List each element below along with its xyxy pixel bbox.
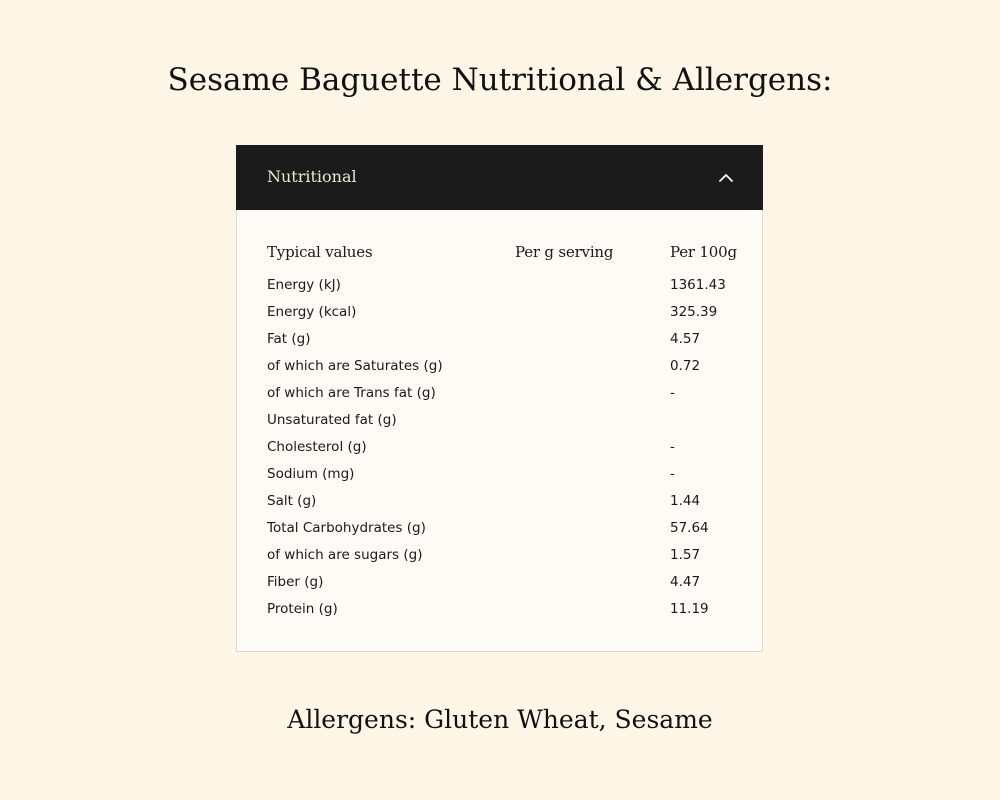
table-row xyxy=(267,568,741,595)
per-100g-value: 4.47 xyxy=(670,573,701,590)
nutrient-name: of which are Trans fat (g) xyxy=(267,384,436,401)
accordion-title: Nutritional xyxy=(267,167,357,186)
per-serving-value xyxy=(515,406,670,433)
per-100g-value: 1361.43 xyxy=(670,276,726,293)
per-serving-value xyxy=(515,271,670,298)
nutrient-name: Total Carbohydrates (g) xyxy=(267,519,426,536)
table-row xyxy=(267,406,741,433)
table-row xyxy=(267,352,741,379)
per-100g-value: 1.44 xyxy=(670,492,701,509)
table-row xyxy=(267,271,741,298)
per-100g-value: - xyxy=(670,465,675,482)
per-100g-value: 4.57 xyxy=(670,330,701,347)
per-serving-value xyxy=(515,433,670,460)
nutrient-name: Protein (g) xyxy=(267,600,338,617)
table-row xyxy=(267,460,741,487)
nutrition-rows xyxy=(267,271,741,622)
per-100g-value: 325.39 xyxy=(670,303,718,320)
per-100g-value: 1.57 xyxy=(670,546,701,563)
nutritional-panel xyxy=(236,145,763,652)
nutrient-name: Sodium (mg) xyxy=(267,465,355,482)
per-serving-value xyxy=(515,298,670,325)
table-row xyxy=(267,433,741,460)
allergens-text: Allergens: Gluten Wheat, Sesame xyxy=(287,705,713,734)
nutrient-name: Fiber (g) xyxy=(267,573,324,590)
nutrient-name: Fat (g) xyxy=(267,330,311,347)
per-serving-value xyxy=(515,514,670,541)
per-100g-value: - xyxy=(670,384,675,401)
chevron-up-icon[interactable] xyxy=(717,169,735,187)
column-header-typical-values: Typical values xyxy=(267,243,373,261)
table-row xyxy=(267,325,741,352)
table-row xyxy=(267,487,741,514)
per-serving-value xyxy=(515,568,670,595)
table-row xyxy=(267,514,741,541)
per-serving-value xyxy=(515,460,670,487)
nutrient-name: of which are Saturates (g) xyxy=(267,357,443,374)
table-row xyxy=(267,379,741,406)
nutrient-name: Salt (g) xyxy=(267,492,317,509)
per-100g-value xyxy=(670,406,741,433)
table-header-row xyxy=(267,243,741,271)
nutrient-name: Energy (kcal) xyxy=(267,303,357,320)
per-100g-value: 0.72 xyxy=(670,357,701,374)
nutrient-name: Energy (kJ) xyxy=(267,276,341,293)
per-serving-value xyxy=(515,541,670,568)
per-serving-value xyxy=(515,595,670,622)
per-serving-value xyxy=(515,352,670,379)
nutrient-name: Cholesterol (g) xyxy=(267,438,367,455)
column-header-per-serving: Per g serving xyxy=(515,243,614,261)
per-100g-value: - xyxy=(670,438,675,455)
per-100g-value: 57.64 xyxy=(670,519,709,536)
table-row xyxy=(267,541,741,568)
table-row xyxy=(267,595,741,622)
per-serving-value xyxy=(515,379,670,406)
nutrient-name: Unsaturated fat (g) xyxy=(267,411,397,428)
page-title: Sesame Baguette Nutritional & Allergens: xyxy=(167,62,833,98)
nutritional-accordion-header[interactable] xyxy=(236,145,763,210)
per-serving-value xyxy=(515,325,670,352)
table-row xyxy=(267,298,741,325)
column-header-per-100g: Per 100g xyxy=(670,243,737,261)
per-100g-value: 11.19 xyxy=(670,600,709,617)
per-serving-value xyxy=(515,487,670,514)
nutrient-name: of which are sugars (g) xyxy=(267,546,423,563)
nutrition-table xyxy=(267,243,741,622)
